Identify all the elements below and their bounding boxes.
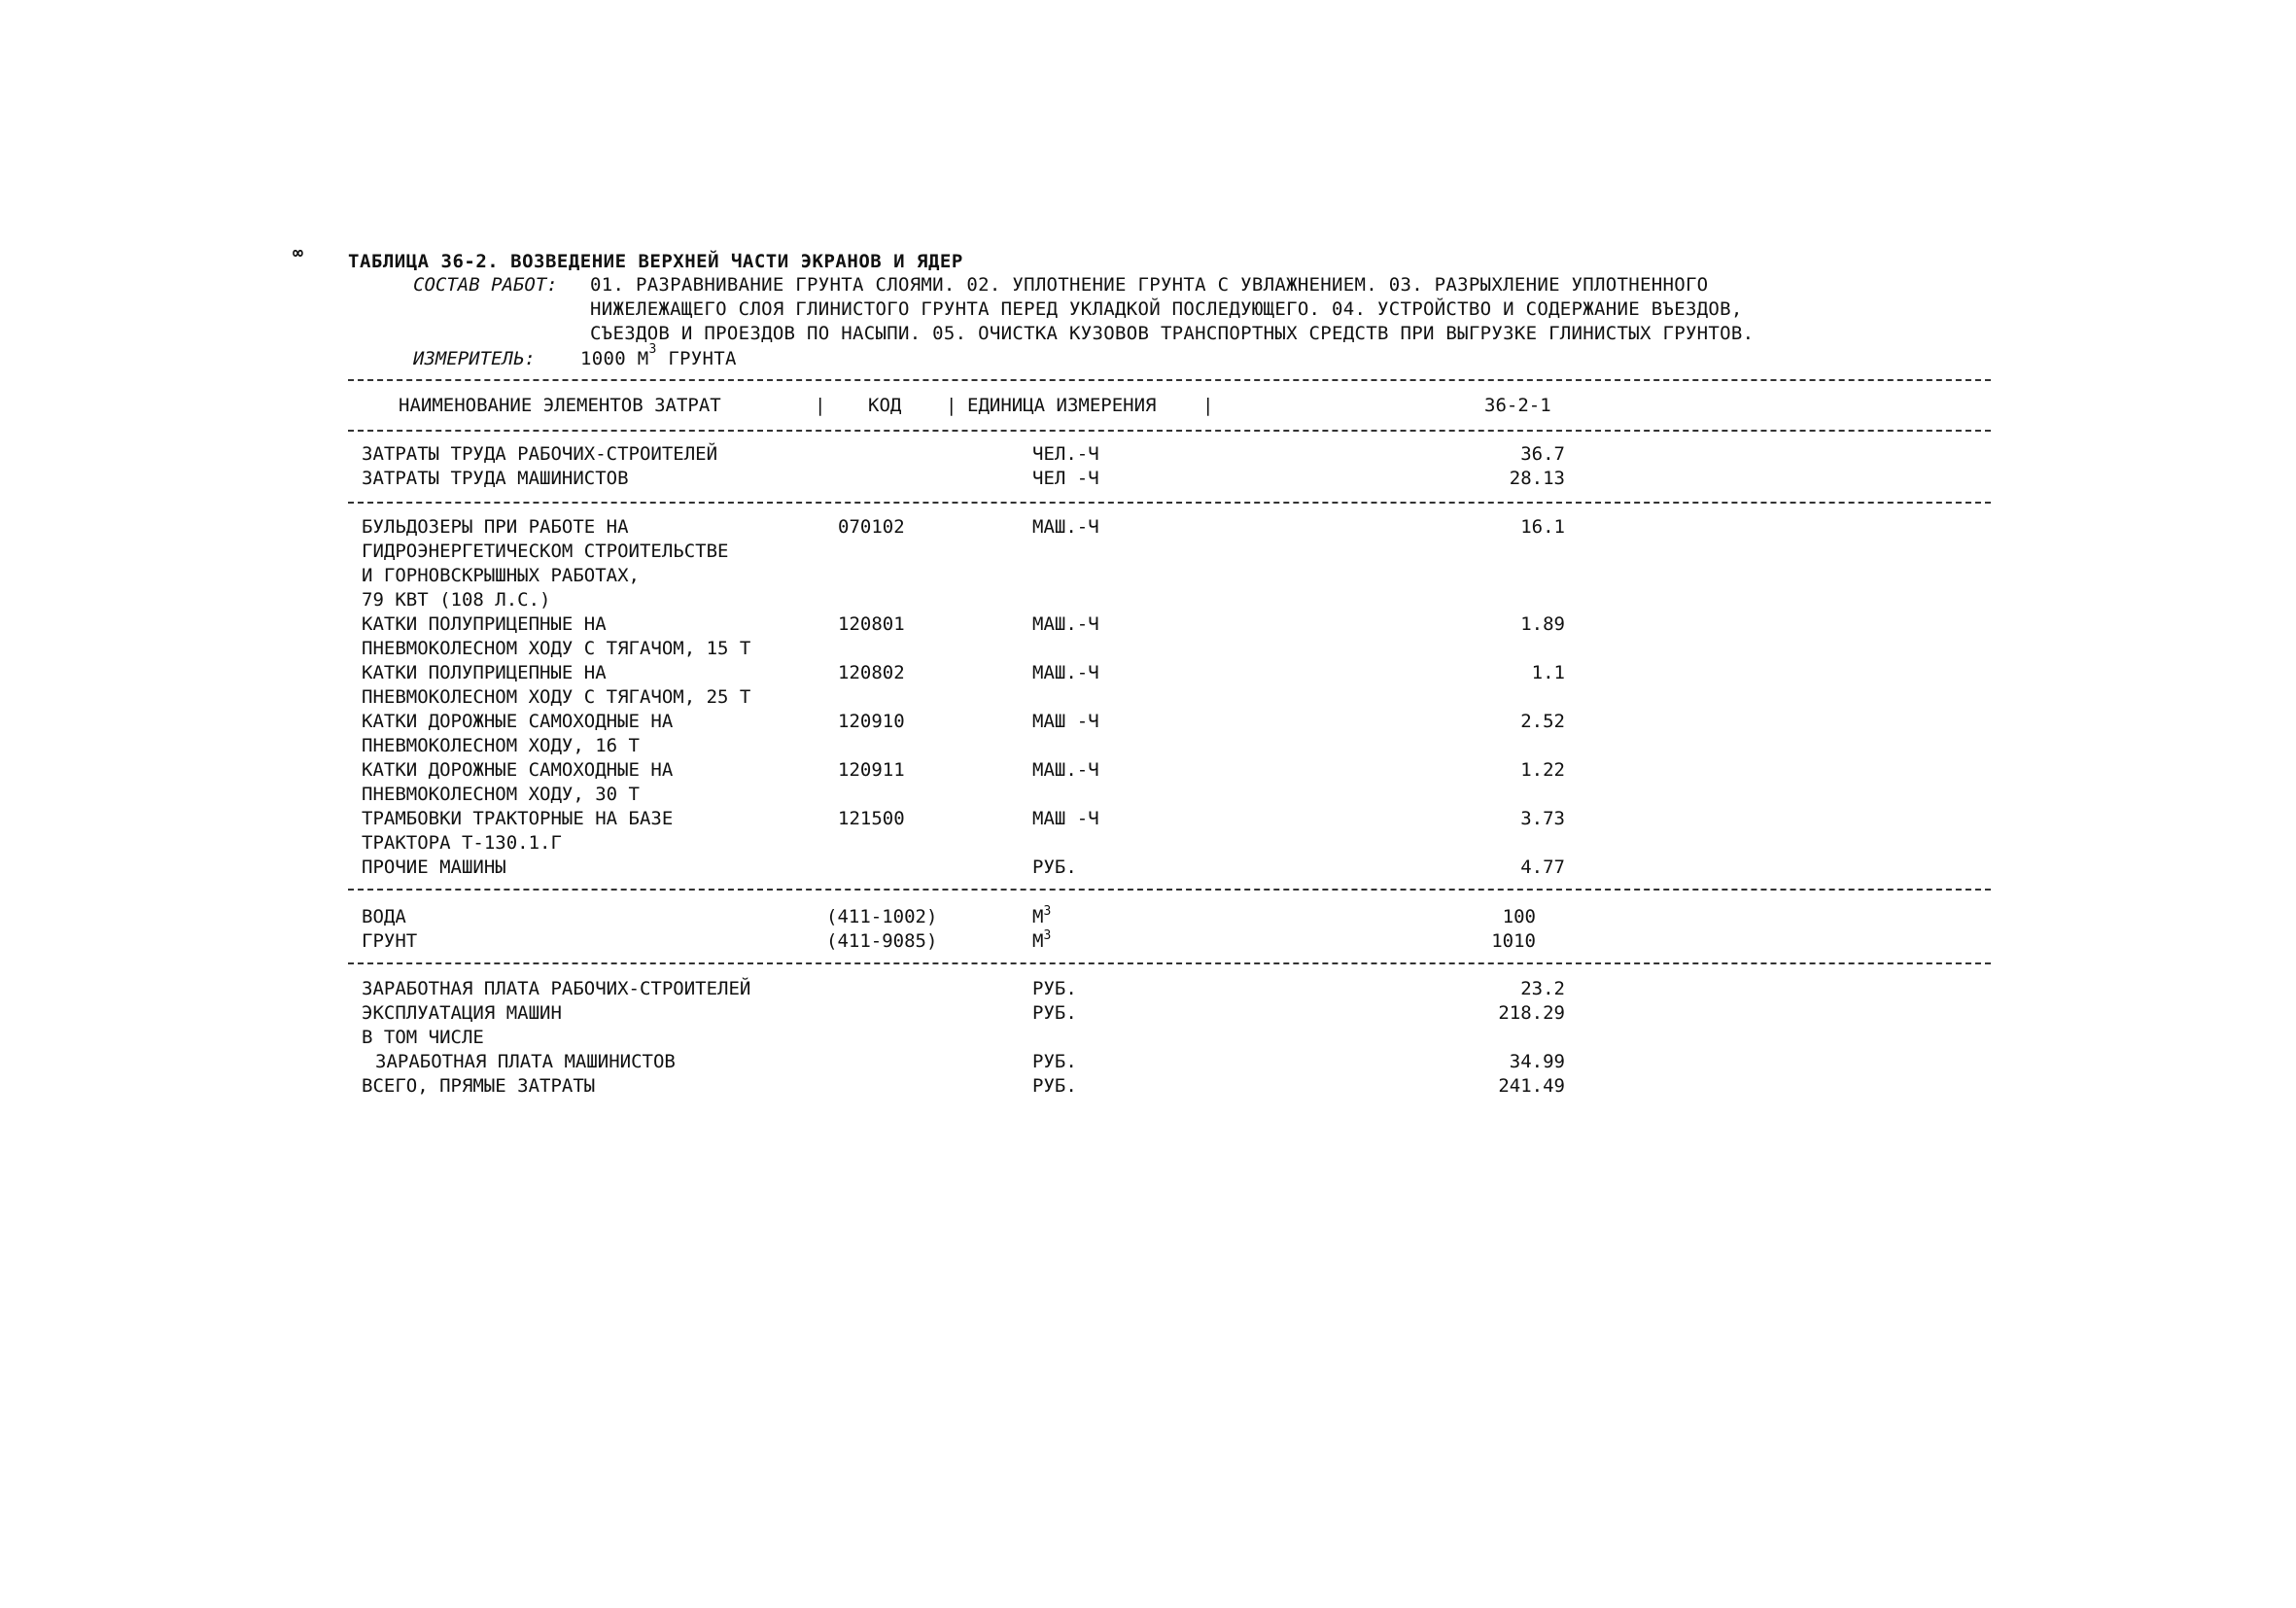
material-value: 100 [1502,906,1536,927]
header-name: НАИМЕНОВАНИЕ ЭЛЕМЕНТОВ ЗАТРАТ [399,395,721,416]
machine-unit: МАШ.-Ч [1032,613,1099,635]
machine-code: 120911 [838,759,905,781]
machine-unit: МАШ -Ч [1032,808,1099,829]
machine-code: 120910 [838,711,905,732]
material-value: 1010 [1491,930,1536,952]
header-separator: | [1202,395,1214,416]
material-name: ГРУНТ [362,930,418,952]
total-value: 241.49 [1498,1075,1565,1097]
material-code: (411-1002) [826,906,938,927]
machine-name: КАТКИ ДОРОЖНЫЕ САМОХОДНЫЕ НА ПНЕВМОКОЛЕСНОМ ХОДУ, 30 Т [362,759,674,805]
material-code: (411-9085) [826,930,938,952]
work-label: СОСТАВ РАБОТ: [413,274,558,296]
machine-unit: МАШ.-Ч [1032,516,1099,538]
machine-value: 1.22 [1520,759,1565,781]
material-unit: $М^3$ [1032,928,1052,952]
total-name: ВСЕГО, ПРЯМЫЕ ЗАТРАТЫ [362,1075,596,1097]
header-separator: | [946,395,957,416]
total-name: ЗАРАБОТНАЯ ПЛАТА РАБОЧИХ-СТРОИТЕЛЕЙ [362,978,751,999]
machine-name: КАТКИ ПОЛУПРИЦЕПНЫЕ НА ПНЕВМОКОЛЕСНОМ ХОДУ С ТЯГАЧОМ, 15 Т [362,613,751,659]
machine-name: БУЛЬДОЗЕРЫ ПРИ РАБОТЕ НА ГИДРОЭНЕРГЕТИЧЕСКОМ СТРОИТЕЛЬСТВЕ И ГОРНОВСКРЫШНЫХ РАБОТАХ, 79 КВТ (108 Л.С.) [362,516,729,611]
total-value: 34.99 [1509,1051,1565,1072]
total-unit: РУБ. [1032,1051,1077,1072]
page-marker: ∞ [293,243,303,263]
machine-value: 3.73 [1520,808,1565,829]
total-unit: РУБ. [1032,978,1077,999]
labor-unit: ЧЕЛ.-Ч [1032,443,1099,465]
table-title: ТАБЛИЦА 36-2. ВОЗВЕДЕНИЕ ВЕРХНЕЙ ЧАСТИ ЭКРАНОВ И ЯДЕР [348,251,963,272]
machine-name: ПРОЧИЕ МАШИНЫ [362,856,506,878]
meter-label: ИЗМЕРИТЕЛЬ: [413,348,536,369]
rule-machines [348,889,1991,891]
machine-code: 120801 [838,613,905,635]
machine-unit: МАШ.-Ч [1032,759,1099,781]
labor-unit: ЧЕЛ -Ч [1032,468,1099,489]
machine-name: КАТКИ ПОЛУПРИЦЕПНЫЕ НА ПНЕВМОКОЛЕСНОМ ХОДУ С ТЯГАЧОМ, 25 Т [362,662,751,708]
work-line-1: 01. РАЗРАВНИВАНИЕ ГРУНТА СЛОЯМИ. 02. УПЛОТНЕНИЕ ГРУНТА С УВЛАЖНЕНИЕМ. 03. РАЗРЫХЛЕНИЕ УПЛОТНЕННОГО [590,274,1709,296]
machine-value: 4.77 [1520,856,1565,878]
header-column: 36-2-1 [1484,395,1551,416]
rule-labor [348,502,1991,504]
rule-top [348,379,1991,381]
machine-value: 2.52 [1520,711,1565,732]
machine-unit: МАШ -Ч [1032,711,1099,732]
machine-value: 16.1 [1520,516,1565,538]
labor-name: ЗАТРАТЫ ТРУДА РАБОЧИХ-СТРОИТЕЛЕЙ [362,443,718,465]
total-value: 23.2 [1520,978,1565,999]
header-unit: ЕДИНИЦА ИЗМЕРЕНИЯ [967,395,1157,416]
total-name: ЗАРАБОТНАЯ ПЛАТА МАШИНИСТОВ [375,1051,676,1072]
machine-name: КАТКИ ДОРОЖНЫЕ САМОХОДНЫЕ НА ПНЕВМОКОЛЕСНОМ ХОДУ, 16 Т [362,711,674,756]
machine-unit: МАШ.-Ч [1032,662,1099,683]
total-unit: РУБ. [1032,1002,1077,1024]
labor-name: ЗАТРАТЫ ТРУДА МАШИНИСТОВ [362,468,629,489]
machine-code: 070102 [838,516,905,538]
machine-code: 121500 [838,808,905,829]
total-value: 218.29 [1498,1002,1565,1024]
meter-value: 1000 $М^3$ ГРУНТА [580,342,737,369]
machine-code: 120802 [838,662,905,683]
machine-name: ТРАМБОВКИ ТРАКТОРНЫЕ НА БАЗЕ ТРАКТОРА Т-130.1.Г [362,808,674,854]
header-separator: | [815,395,826,416]
labor-value: 36.7 [1520,443,1565,465]
rule-materials [348,962,1991,964]
material-name: ВОДА [362,906,406,927]
header-code: КОД [868,395,902,416]
work-line-2: НИЖЕЛЕЖАЩЕГО СЛОЯ ГЛИНИСТОГО ГРУНТА ПЕРЕД УКЛАДКОЙ ПОСЛЕДУЮЩЕГО. 04. УСТРОЙСТВО И СОДЕРЖАНИЕ ВЪЕЗДОВ, [590,298,1743,320]
machine-value: 1.1 [1531,662,1565,683]
rule-header [348,430,1991,432]
total-name: В ТОМ ЧИСЛЕ [362,1027,484,1048]
total-name: ЭКСПЛУАТАЦИЯ МАШИН [362,1002,562,1024]
total-unit: РУБ. [1032,1075,1077,1097]
work-line-3: СЪЕЗДОВ И ПРОЕЗДОВ ПО НАСЫПИ. 05. ОЧИСТКА КУЗОВОВ ТРАНСПОРТНЫХ СРЕДСТВ ПРИ ВЫГРУЗКЕ ГЛИНИСТЫХ ГРУНТОВ. [590,323,1755,344]
labor-value: 28.13 [1509,468,1565,489]
machine-unit: РУБ. [1032,856,1077,878]
material-unit: $М^3$ [1032,904,1052,927]
machine-value: 1.89 [1520,613,1565,635]
